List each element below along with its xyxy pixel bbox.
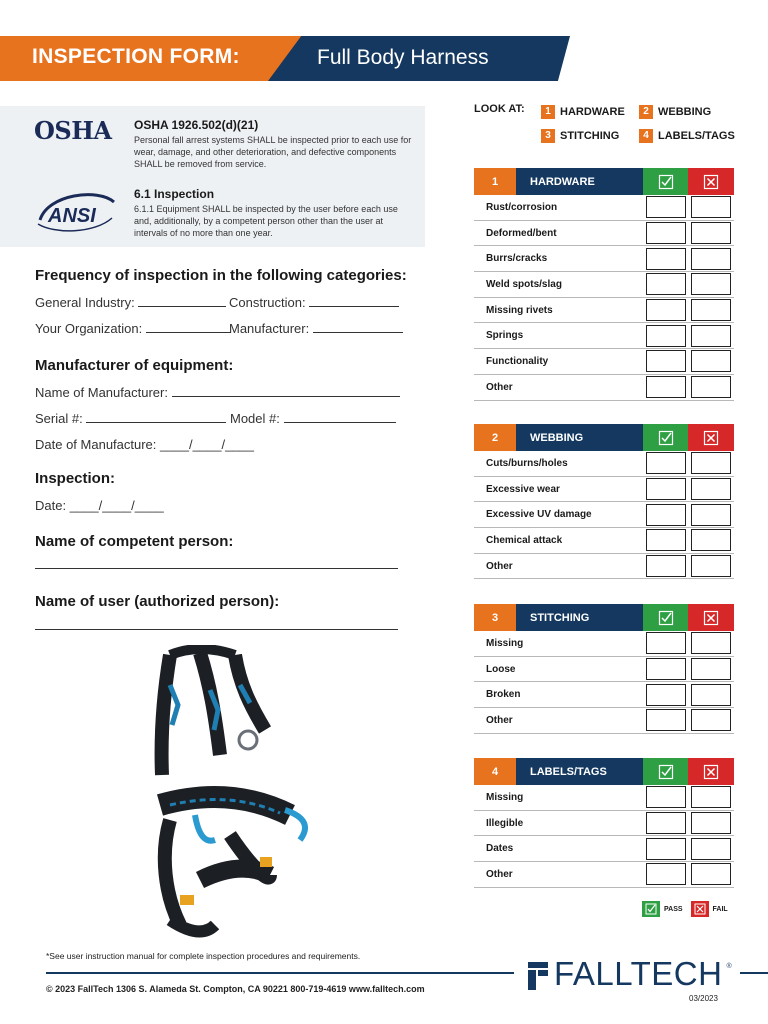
section-number: 3 [474, 604, 516, 631]
inspection-item-label: Other [486, 714, 513, 726]
fail-checkbox[interactable] [691, 222, 731, 244]
inspection-item-label: Springs [486, 330, 524, 342]
pass-cell [643, 349, 688, 374]
inspection-row [474, 657, 734, 683]
fail-legend-label: FAIL [712, 905, 728, 913]
pass-check-icon [643, 758, 688, 785]
footer-divider [46, 972, 514, 974]
inspection-item-label: Dates [486, 843, 514, 855]
pass-cell [643, 682, 688, 707]
section-header [474, 604, 734, 631]
pass-checkbox[interactable] [646, 838, 686, 860]
osha-standard [134, 118, 416, 170]
footnote: *See user instruction manual for complete inspection procedures and requirements. [46, 951, 361, 961]
manufacturer-freq-field[interactable]: Manufacturer: [229, 321, 403, 336]
pass-checkbox[interactable] [646, 812, 686, 834]
pass-cell [643, 451, 688, 476]
ansi-logo [34, 188, 118, 236]
section-number: 1 [474, 168, 516, 195]
inspection-item-label: Functionality [486, 355, 549, 367]
fail-checkbox[interactable] [691, 350, 731, 372]
inspection-item-label: Missing [486, 791, 524, 803]
inspection-heading: Inspection: [35, 470, 116, 487]
osha-logo: OSHA [34, 116, 112, 145]
pass-checkbox[interactable] [646, 555, 686, 577]
pass-cell [643, 785, 688, 810]
inspection-item-label: Loose [486, 663, 516, 675]
fail-cell [688, 836, 733, 861]
inspection-row [474, 502, 734, 528]
fail-cell [688, 195, 733, 220]
inspection-item-label: Deformed/bent [486, 227, 557, 239]
inspection-row [474, 811, 734, 837]
inspection-row [474, 246, 734, 272]
section-number: 2 [474, 424, 516, 451]
pass-cell [643, 554, 688, 579]
inspection-item-label: Chemical attack [486, 534, 563, 546]
pass-cell [643, 272, 688, 297]
inspection-item-label: Weld spots/slag [486, 278, 562, 290]
pass-checkbox[interactable] [646, 478, 686, 500]
pass-checkbox[interactable] [646, 709, 686, 731]
fail-cell [688, 785, 733, 810]
falltech-logo [526, 955, 732, 993]
user-heading: Name of user (authorized person): [35, 593, 280, 610]
pass-cell [643, 375, 688, 400]
manufacturer-name-field[interactable]: Name of Manufacturer: [35, 385, 400, 400]
falltech-wordmark: FALLTECH [554, 955, 723, 992]
look-at-item-labels-tags: 4 LABELS/TAGS [639, 129, 735, 143]
pass-check-icon [643, 168, 688, 195]
section-labels-tags [474, 758, 734, 888]
revision-date: 03/2023 [689, 994, 718, 1003]
inspection-item-label: Illegible [486, 817, 524, 829]
fail-checkbox[interactable] [691, 248, 731, 270]
inspection-item-label: Excessive wear [486, 483, 560, 495]
fail-x-icon [688, 758, 734, 785]
header-banner [0, 36, 768, 81]
osha-standard-title: OSHA 1926.502(d)(21) [134, 118, 259, 132]
competent-person-field[interactable] [35, 557, 398, 572]
section-title: STITCHING [516, 604, 643, 631]
pass-checkbox[interactable] [646, 350, 686, 372]
fail-cell [688, 375, 733, 400]
section-webbing [474, 424, 734, 579]
fail-cell [688, 246, 733, 271]
pass-checkbox[interactable] [646, 222, 686, 244]
inspection-item-label: Burrs/cracks [486, 253, 548, 265]
form-subtitle: Full Body Harness [317, 46, 489, 69]
fail-checkbox[interactable] [691, 786, 731, 808]
section-header [474, 758, 734, 785]
pass-checkbox[interactable] [646, 273, 686, 295]
fail-checkbox[interactable] [691, 684, 731, 706]
inspection-row [474, 785, 734, 811]
section-hardware [474, 168, 734, 401]
fail-cell [688, 349, 733, 374]
fail-cell [688, 682, 733, 707]
pass-cell [643, 811, 688, 836]
pass-checkbox[interactable] [646, 786, 686, 808]
pass-checkbox[interactable] [646, 632, 686, 654]
pass-cell [643, 502, 688, 527]
user-name-field[interactable] [35, 618, 398, 633]
fail-checkbox[interactable] [691, 555, 731, 577]
section-title: LABELS/TAGS [516, 758, 643, 785]
fail-checkbox[interactable] [691, 658, 731, 680]
inspection-item-label: Missing [486, 637, 524, 649]
fail-cell [688, 631, 733, 656]
fail-checkbox[interactable] [691, 325, 731, 347]
pass-checkbox[interactable] [646, 504, 686, 526]
competent-person-heading: Name of competent person: [35, 533, 234, 550]
pass-check-icon [643, 604, 688, 631]
inspection-row [474, 451, 734, 477]
look-at-item-webbing: 2 WEBBING [639, 105, 711, 119]
inspection-row [474, 298, 734, 324]
fail-checkbox[interactable] [691, 812, 731, 834]
footer-divider-right [740, 972, 768, 974]
inspection-row [474, 682, 734, 708]
fail-checkbox[interactable] [691, 196, 731, 218]
fail-cell [688, 451, 733, 476]
section-header [474, 168, 734, 195]
osha-standard-body: Personal fall arrest systems SHALL be inspected prior to each use for wear, damage, and other deterioration, and defective components SHALL be removed from service. [134, 135, 412, 169]
pass-cell [643, 836, 688, 861]
form-title: INSPECTION FORM: [32, 45, 240, 68]
fail-x-icon [691, 901, 709, 917]
inspection-row [474, 528, 734, 554]
inspection-row [474, 862, 734, 888]
fail-checkbox[interactable] [691, 273, 731, 295]
fail-checkbox[interactable] [691, 838, 731, 860]
ansi-standard [134, 187, 416, 239]
fail-checkbox[interactable] [691, 478, 731, 500]
pass-cell [643, 246, 688, 271]
fail-cell [688, 272, 733, 297]
serial-field[interactable]: Serial #: [35, 411, 226, 426]
inspection-row [474, 375, 734, 401]
look-at-item-hardware: 1 HARDWARE [541, 105, 625, 119]
pass-checkbox[interactable] [646, 863, 686, 885]
fail-checkbox[interactable] [691, 504, 731, 526]
inspection-item-label: Other [486, 381, 513, 393]
your-organization-field[interactable]: Your Organization: [35, 321, 231, 336]
pass-checkbox[interactable] [646, 658, 686, 680]
fail-cell [688, 221, 733, 246]
look-at-item-stitching: 3 STITCHING [541, 129, 619, 143]
inspection-row [474, 323, 734, 349]
fail-checkbox[interactable] [691, 452, 731, 474]
fail-cell [688, 477, 733, 502]
harness-image [140, 645, 325, 940]
registered-mark: ® [726, 963, 732, 970]
fail-cell [688, 323, 733, 348]
inspection-row [474, 631, 734, 657]
section-title: HARDWARE [516, 168, 643, 195]
ansi-standard-title: 6.1 Inspection [134, 187, 215, 201]
inspection-row [474, 195, 734, 221]
inspection-item-label: Missing rivets [486, 304, 553, 316]
pass-checkbox[interactable] [646, 376, 686, 398]
pass-cell [643, 657, 688, 682]
pass-checkbox[interactable] [646, 196, 686, 218]
pass-checkbox[interactable] [646, 325, 686, 347]
section-title: WEBBING [516, 424, 643, 451]
fail-cell [688, 862, 733, 887]
fail-checkbox[interactable] [691, 632, 731, 654]
pass-cell [643, 631, 688, 656]
pass-check-icon [643, 424, 688, 451]
inspection-item-label: Broken [486, 689, 521, 701]
inspection-row [474, 221, 734, 247]
pass-cell [643, 708, 688, 733]
fail-checkbox[interactable] [691, 529, 731, 551]
inspection-row [474, 349, 734, 375]
fail-cell [688, 657, 733, 682]
section-stitching [474, 604, 734, 734]
footer-contact: © 2023 FallTech 1306 S. Alameda St. Compton, CA 90221 800-719-4619 www.falltech.com [46, 984, 425, 994]
inspection-row [474, 554, 734, 580]
general-industry-field[interactable]: General Industry: [35, 295, 226, 310]
fail-x-icon [688, 424, 734, 451]
inspection-item-label: Cuts/burns/holes [486, 457, 568, 469]
pass-checkbox[interactable] [646, 529, 686, 551]
fail-cell [688, 811, 733, 836]
pass-check-icon [642, 901, 660, 917]
inspection-item-label: Excessive UV damage [486, 509, 592, 521]
fail-x-icon [688, 604, 734, 631]
fail-cell [688, 502, 733, 527]
frequency-heading: Frequency of inspection in the following categories: [35, 267, 407, 284]
fail-checkbox[interactable] [691, 863, 731, 885]
inspection-row [474, 272, 734, 298]
fail-checkbox[interactable] [691, 299, 731, 321]
pass-cell [643, 528, 688, 553]
pass-checkbox[interactable] [646, 452, 686, 474]
inspection-item-label: Other [486, 560, 513, 572]
fail-cell [688, 528, 733, 553]
pass-checkbox[interactable] [646, 299, 686, 321]
inspection-row [474, 708, 734, 734]
inspection-row [474, 477, 734, 503]
inspection-date-field[interactable]: Date: ____/____/____ [35, 498, 164, 513]
fail-cell [688, 554, 733, 579]
pass-checkbox[interactable] [646, 684, 686, 706]
section-number: 4 [474, 758, 516, 785]
pass-legend-label: PASS [664, 905, 683, 913]
pass-cell [643, 323, 688, 348]
pass-cell [643, 477, 688, 502]
manufacturer-heading: Manufacturer of equipment: [35, 357, 234, 374]
section-header [474, 424, 734, 451]
inspection-item-label: Other [486, 868, 513, 880]
pass-fail-legend [642, 901, 728, 917]
fail-x-icon [688, 168, 734, 195]
fail-checkbox[interactable] [691, 709, 731, 731]
look-at-label: LOOK AT: [474, 103, 525, 115]
ansi-logo-text: ANSI [48, 205, 96, 227]
fail-cell [688, 298, 733, 323]
pass-cell [643, 195, 688, 220]
pass-cell [643, 298, 688, 323]
fail-cell [688, 708, 733, 733]
pass-cell [643, 221, 688, 246]
model-field[interactable]: Model #: [230, 411, 396, 426]
pass-cell [643, 862, 688, 887]
fail-checkbox[interactable] [691, 376, 731, 398]
ansi-standard-body: 6.1.1 Equipment SHALL be inspected by the user before each use and, additionally, by a competent person other than the user at intervals of no more than one year. [134, 204, 398, 238]
inspection-row [474, 836, 734, 862]
inspection-item-label: Rust/corrosion [486, 201, 558, 213]
falltech-mark-icon [526, 958, 550, 990]
pass-checkbox[interactable] [646, 248, 686, 270]
date-of-manufacture-field[interactable]: Date of Manufacture: ____/____/____ [35, 437, 255, 452]
construction-field[interactable]: Construction: [229, 295, 399, 310]
